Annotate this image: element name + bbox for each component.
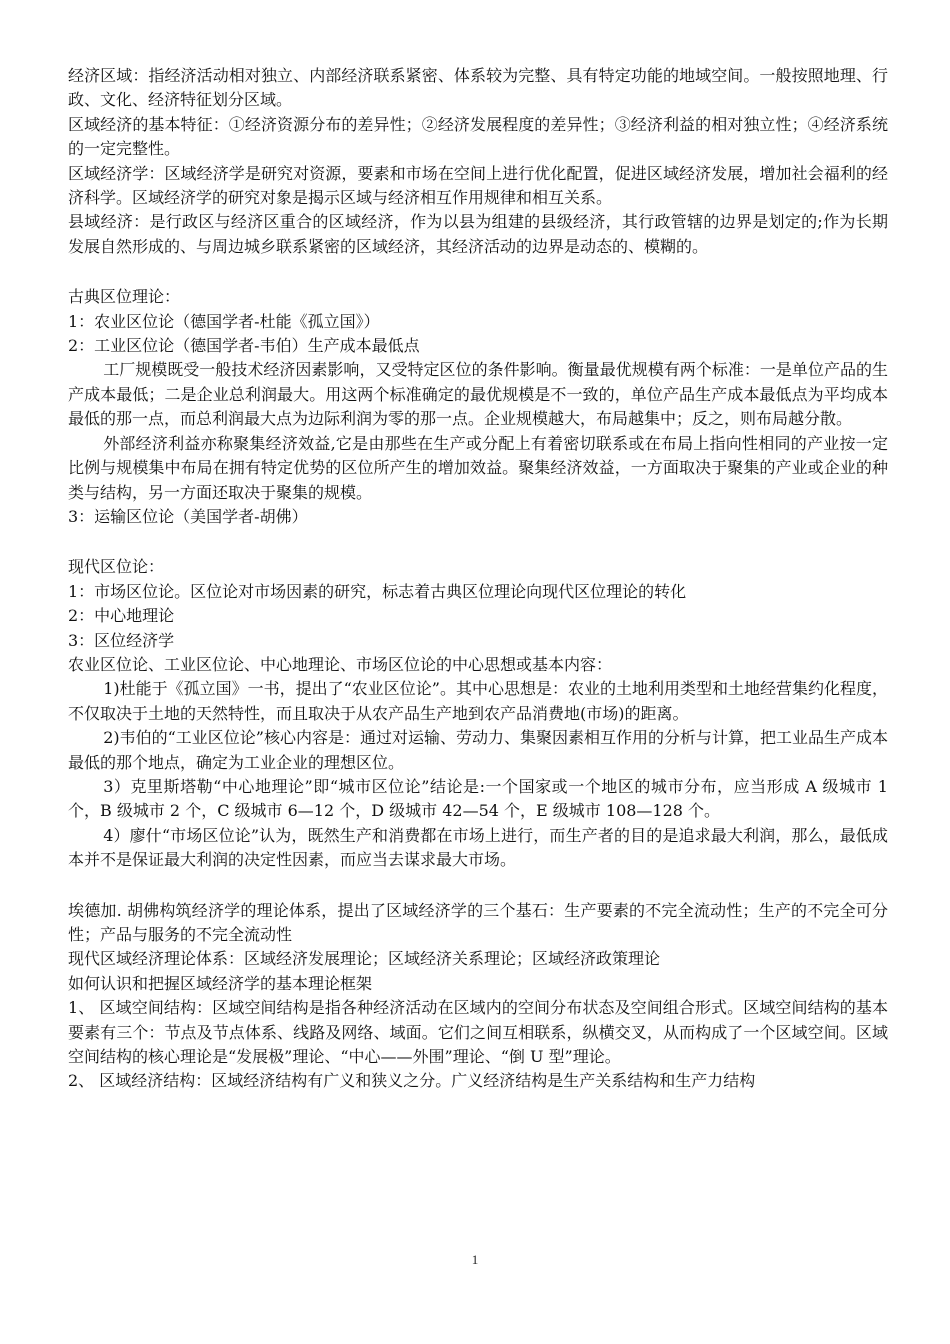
modern-point-1: 1)杜能于《孤立国》一书，提出了“农业区位论”。其中心思想是：农业的土地利用类型和土地经营集约化程度，不仅取决于土地的天然特性，而且取决于从农产品生产地到农产品消费地(市场)的距离。	[68, 679, 888, 723]
modern-point-2: 2)韦伯的“工业区位论”核心内容是：通过对运输、劳动力、集聚因素相互作用的分析与计算，把工业品生产成本最低的那个地点，确定为工业企业的理想区位。	[68, 728, 888, 772]
definition-regional-features: 区域经济的基本特征：①经济资源分布的差异性；②经济发展程度的差异性；③经济利益的相对独立性；④经济系统的一定完整性。	[68, 114, 888, 159]
definition-economic-region: 经济区域：指经济活动相对独立、内部经济联系紧密、体系较为完整、具有特定功能的地域空间。一般按照地理、行政、文化、经济特征划分区域。	[68, 66, 888, 110]
modern-item-2: 2：中心地理论	[68, 606, 175, 626]
page-number: 1	[471, 1252, 479, 1267]
definition-regional-economics: 区域经济学：区域经济学是研究对资源，要素和市场在空间上进行优化配置，促进区域经济发展，增加社会福利的经济科学。区域经济学的研究对象是揭示区域与经济相互作用规律和相互关系。	[68, 163, 888, 208]
classical-paragraph-1: 工厂规模既受一般技术经济因素影响，又受特定区位的条件影响。衡量最优规模有两个标准：一是单位产品的生产成本最低；二是企业总利润最大。用这两个标准确定的最优规模是不一致的，单位产品生产成本最低点为平均成本最低的那一点，而总利润最大点为边际利润为零的那一点。企业规模越大，布局越集中；反之，则布局越分散。	[68, 360, 888, 429]
classical-paragraph-2: 外部经济利益亦称聚集经济效益,它是由那些在生产或分配上有着密切联系或在布局上指向性相同的产业按一定比例与规模集中布局在拥有特定优势的区位所产生的增加效益。聚集经济效益，一方面取决于聚集的产业或企业的种类与结构，另一方面还取决于聚集的规模。	[68, 433, 888, 502]
spacer	[68, 259, 888, 285]
classical-title: 古典区位理论：	[68, 287, 181, 307]
definition-county-economy: 县域经济：是行政区与经济区重合的区域经济，作为以县为组建的县级经济，其行政管辖的边界是划定的;作为长期发展自然形成的、与周边城乡联系紧密的区域经济，其经济活动的边界是动态的、模糊的。	[68, 212, 888, 256]
document-body	[68, 64, 888, 1094]
modern-title: 现代区位论：	[68, 557, 165, 577]
modern-question: 农业区位论、工业区位论、中心地理论、市场区位论的中心思想或基本内容：	[68, 654, 613, 674]
classical-item-3: 3：运输区位论（美国学者-胡佛）	[68, 506, 308, 526]
framework-how: 如何认识和把握区域经济学的基本理论框架	[68, 973, 373, 993]
framework-item-2: 2、 区域经济结构：区域经济结构有广义和狭义之分。广义经济结构是生产关系结构和生产力结构	[68, 1071, 756, 1091]
modern-item-3: 3：区位经济学	[68, 630, 175, 650]
modern-point-3: 3）克里斯塔勒“中心地理论”即“城市区位论”结论是:一个国家或一个地区的城市分布，应当形成 A 级城市 1 个，B 级城市 2 个，C 级城市 6—12 个，D 级城市 42—54 个，E 级城市 108—128 个。	[68, 776, 888, 821]
modern-item-1: 1：市场区位论。区位论对市场因素的研究，标志着古典区位理论向现代区位理论的转化	[68, 581, 687, 601]
classical-item-1: 1：农业区位论（德国学者-杜能《孤立国》）	[68, 311, 380, 331]
modern-point-4: 4）廖什“市场区位论”认为，既然生产和消费都在市场上进行，而生产者的目的是追求最大利润，那么，最低成本并不是保证最大利润的决定性因素，而应当去谋求最大市场。	[68, 825, 888, 870]
framework-system: 现代区域经济理论体系：区域经济发展理论；区域经济关系理论；区域经济政策理论	[68, 949, 661, 969]
spacer	[68, 529, 888, 555]
framework-item-1: 1、 区域空间结构：区域空间结构是指各种经济活动在区域内的空间分布状态及空间组合形式。区域空间结构的基本要素有三个：节点及节点体系、线路及网络、域面。它们之间互相联系，纵横交叉，从而构成了一个区域空间。区域空间结构的核心理论是“发展极”理论、“中心——外围”理论、“倒 U 型”理论。	[68, 998, 888, 1067]
spacer	[68, 873, 888, 899]
classical-item-2: 2：工业区位论（德国学者-韦伯）生产成本最低点	[68, 336, 420, 356]
framework-hoover: 埃德加. 胡佛构筑经济学的理论体系，提出了区域经济学的三个基石：生产要素的不完全流动性；生产的不完全可分性；产品与服务的不完全流动性	[68, 900, 888, 944]
